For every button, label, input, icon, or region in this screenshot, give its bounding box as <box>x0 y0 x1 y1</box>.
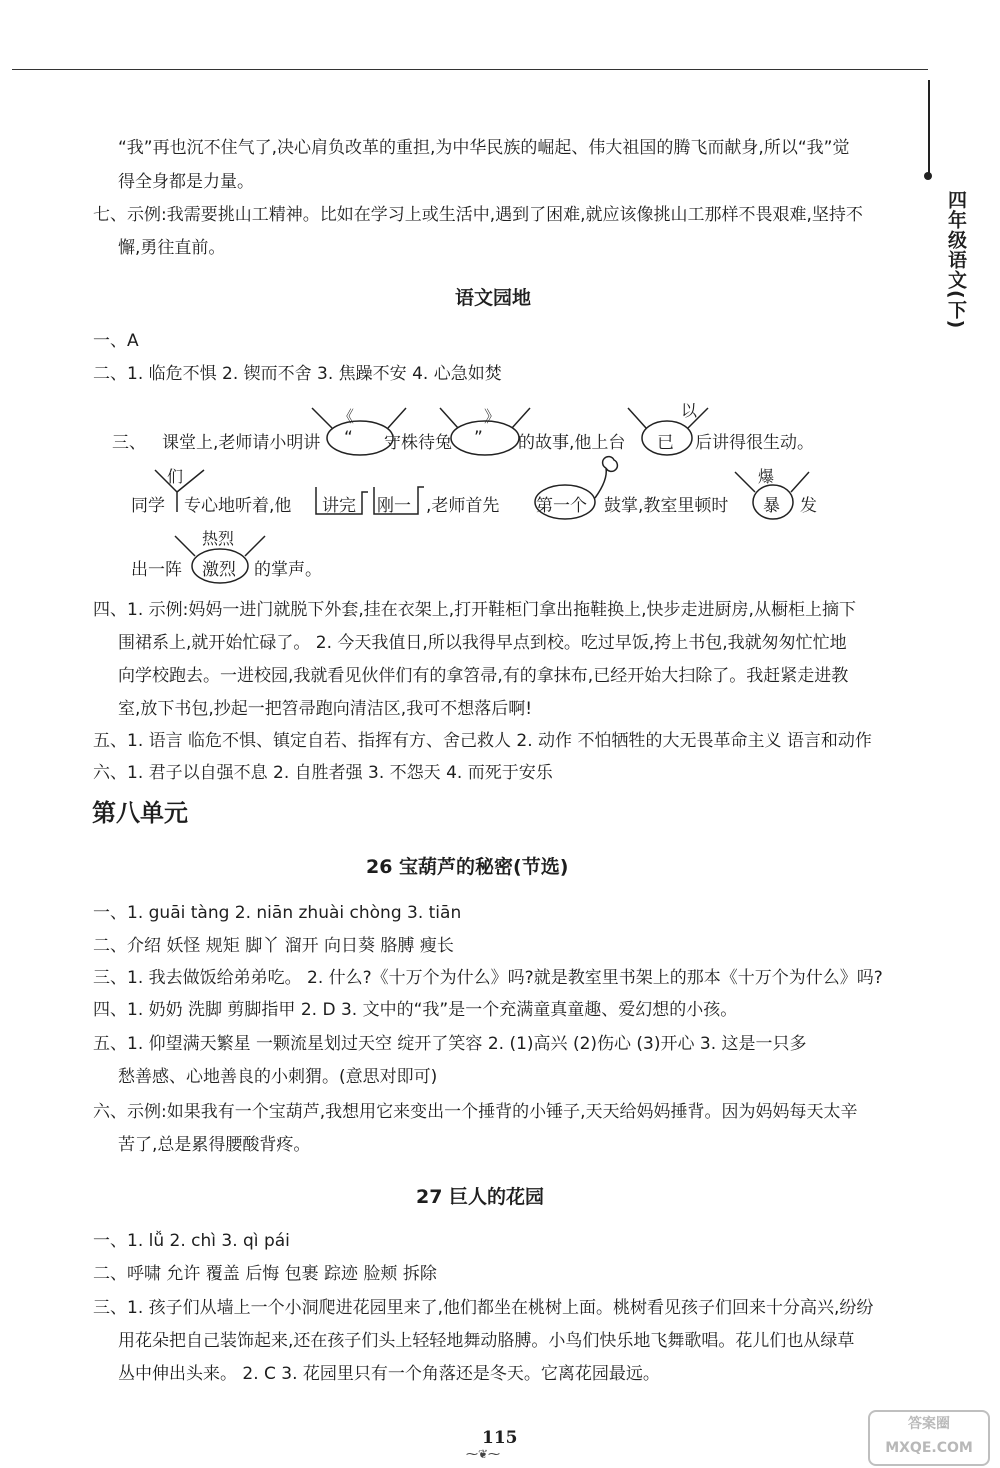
text-line: 一、1. lǚ 2. chì 3. qì pái <box>93 1231 290 1251</box>
insert-oval <box>451 421 519 455</box>
text-line: 二、介绍 妖怪 规矩 脚丫 溜开 向日葵 胳膊 瘦长 <box>93 936 454 956</box>
text-line: 二、1. 临危不惧 2. 锲而不舍 3. 焦躁不安 4. 心急如焚 <box>93 364 502 384</box>
text-line: 六、示例:如果我有一个宝葫芦,我想用它来变出一个捶背的小锤子,天天给妈妈捶背。因为妈妈每天太辛 <box>93 1102 858 1122</box>
proofread-text: 专心地听着,他 <box>184 496 292 516</box>
text-line: 五、1. 语言 临危不惧、镇定自若、指挥有方、舍己救人 2. 动作 不怕牺牲的大无畏革命主义 语言和动作 <box>93 731 872 751</box>
insert-oval <box>327 421 393 455</box>
text-line: 三、1. 孩子们从墙上一个小洞爬进花园里来了,他们都坐在桃树上面。桃树看见孩子们回来十分高兴,纷纷 <box>93 1298 874 1318</box>
proofread-text: 鼓掌,教室里顿时 <box>604 496 729 516</box>
text-line: “我”再也沉不住气了,决心肩负改革的重担,为中华民族的崛起、伟大祖国的腾飞而献身,所以“我”觉 <box>118 138 850 158</box>
side-grade-label: 四年级语文(下) <box>945 190 967 330</box>
proofread-text: 的故事,他上台 <box>518 433 626 453</box>
proofread-text: 出一阵 <box>131 560 182 580</box>
text-line: 懈,勇往直前。 <box>118 238 226 258</box>
insert-v <box>628 408 708 428</box>
text-line: 向学校跑去。一进校园,我就看见伙伴们有的拿笤帚,有的拿抹布,已经开始大扫除了。我赶紧走进教 <box>118 666 849 686</box>
proofread-text: 守株待兔 <box>384 433 452 453</box>
insert-mark: 热烈 <box>202 529 235 548</box>
text-line: 愁善感、心地善良的小刺猬。(意思对即可) <box>118 1067 438 1087</box>
text-line: 一、1. guāi tàng 2. niān zhuài chòng 3. tiān <box>93 903 462 923</box>
text-line: 丛中伸出头来。 2. C 3. 花园里只有一个角落还是冬天。它离花园最远。 <box>118 1364 660 1384</box>
proofread-text: 发 <box>800 496 817 516</box>
insert-v <box>175 536 265 556</box>
watermark-logo <box>868 1410 990 1466</box>
insert-mark: 爆 <box>758 467 775 486</box>
insert-mark: 》 <box>484 407 501 426</box>
insert-v <box>312 408 406 428</box>
section-title-yuwen-yuandi: 语文园地 <box>455 287 532 309</box>
insert-mark: 们 <box>167 467 184 486</box>
text-line: 七、示例:我需要挑山工精神。比如在学习上或生活中,遇到了困难,就应该像挑山工那样不畏艰难,坚持不 <box>93 205 863 225</box>
proofread-text: 的掌声。 <box>254 560 322 580</box>
text-line: 一、A <box>93 331 139 351</box>
proofread-text: 课堂上,老师请小明讲 <box>162 433 321 453</box>
page-ornament: ⁓❦⁓ <box>466 1447 501 1461</box>
unit-title: 第八单元 <box>92 799 188 827</box>
proofread-text: 第一个 <box>536 496 587 516</box>
replace-oval <box>642 421 692 455</box>
proofread-text: “ <box>344 428 353 448</box>
proofread-text: 讲完 <box>322 496 356 516</box>
proofread-text: ” <box>474 428 483 448</box>
insert-v <box>440 408 530 428</box>
swap-mark <box>316 487 368 514</box>
insert-v <box>735 472 809 492</box>
watermark-text: 答案圈 <box>908 1416 950 1432</box>
page-number: 115 <box>482 1428 518 1448</box>
text-line: 苦了,总是累得腰酸背疼。 <box>118 1135 311 1155</box>
text-line: 用花朵把自己装饰起来,还在孩子们头上轻轻地舞动胳膊。小鸟们快乐地飞舞歌唱。花儿们也从绿草 <box>118 1331 855 1351</box>
text-line: 围裙系上,就开始忙碌了。 2. 今天我值日,所以我得早点到校。吃过早饭,挎上书包,我就匆匆忙忙地 <box>118 633 847 653</box>
proofread-label: 三、 <box>112 433 146 453</box>
replace-oval <box>753 485 793 519</box>
lesson-26-title: 26 宝葫芦的秘密(节选) <box>366 856 569 878</box>
text-line: 四、1. 奶奶 洗脚 剪脚指甲 2. D 3. 文中的“我”是一个充满童真童趣、爱幻想的小孩。 <box>93 1000 738 1020</box>
proofread-text: 刚一 <box>377 496 411 516</box>
move-oval <box>535 485 595 519</box>
proofread-text: ,老师首先 <box>426 496 500 516</box>
text-line: 三、1. 我去做饭给弟弟吃。 2. 什么?《十万个为什么》吗?就是教室里书架上的那本《十万个为什么》吗? <box>93 968 883 988</box>
text-line: 室,放下书包,抄起一把笤帚跑向清洁区,我可不想落后啊! <box>118 699 533 719</box>
text-line: 五、1. 仰望满天繁星 一颗流星划过天空 绽开了笑容 2. (1)高兴 (2)伤心 (3)开心 3. 这是一只多 <box>93 1034 807 1054</box>
insert-mark: 以 <box>681 401 698 420</box>
insert-caret <box>155 470 204 512</box>
proofread-text: 已 <box>657 433 674 453</box>
lesson-27-title: 27 巨人的花园 <box>416 1186 545 1208</box>
insert-mark: 《 <box>338 407 355 426</box>
proofread-text: 激烈 <box>202 560 236 580</box>
replace-oval <box>192 549 248 583</box>
move-arrow <box>595 457 617 498</box>
text-line: 六、1. 君子以自强不息 2. 自胜者强 3. 不怨天 4. 而死于安乐 <box>93 763 553 783</box>
text-line: 四、1. 示例:妈妈一进门就脱下外套,挂在衣架上,打开鞋柜门拿出拖鞋换上,快步走进厨房,从橱柜上摘下 <box>93 600 856 620</box>
proofread-text: 同学 <box>131 496 165 516</box>
text-line: 二、呼啸 允许 覆盖 后悔 包裹 踪迹 脸颊 拆除 <box>93 1264 437 1284</box>
proofread-text: 暴 <box>763 496 780 516</box>
watermark-url: MXQE.COM <box>885 1440 973 1456</box>
text-line: 得全身都是力量。 <box>118 172 254 192</box>
proofread-text: 后讲得很生动。 <box>695 433 814 453</box>
swap-mark <box>374 487 424 514</box>
